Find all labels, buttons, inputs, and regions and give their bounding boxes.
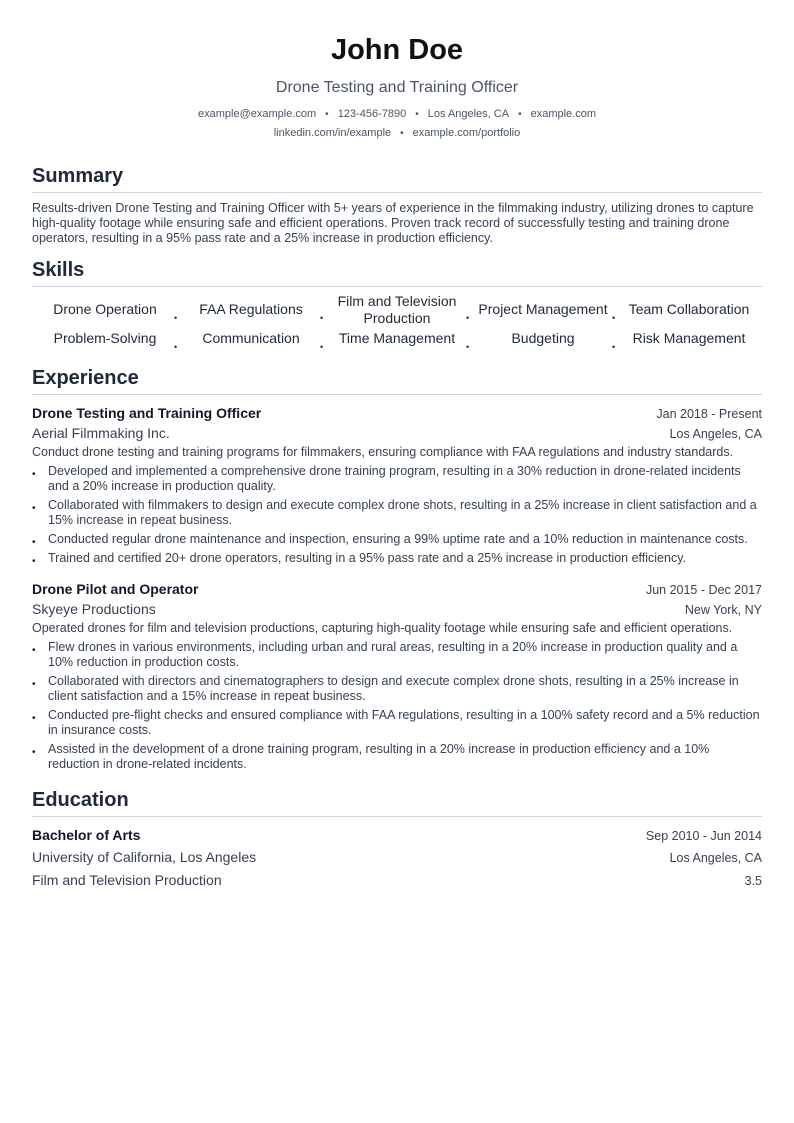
- bullet-dot: •: [32, 747, 36, 758]
- education-dates: Sep 2010 - Jun 2014: [645, 829, 762, 843]
- achievement-text: Assisted in the development of a drone training program, resulting in a 20% increase in production efficiency and a 10% reduction in drone-related incidents.: [48, 742, 710, 771]
- bullet-dot: •: [32, 556, 36, 567]
- skill-item: [612, 295, 762, 324]
- contact-line-1: [32, 107, 762, 122]
- school: University of California, Los Angeles: [32, 849, 257, 865]
- job-location: Los Angeles, CA: [669, 427, 762, 441]
- achievement-text: Developed and implemented a comprehensive drone training program, resulting in a 30% reduction in drone-related incidents and a 20% increase in production quality.: [48, 464, 741, 493]
- contact-separator: •: [518, 109, 522, 120]
- skill-item: [320, 292, 470, 326]
- job-achievements: [32, 640, 762, 772]
- skill-item: [320, 324, 470, 353]
- skill-label: Film and Television Production: [337, 292, 457, 326]
- contact-phone[interactable]: 123-456-7890: [337, 108, 407, 120]
- achievement-item: [32, 498, 762, 528]
- job-dates: Jun 2015 - Dec 2017: [645, 583, 762, 597]
- summary-heading: Summary: [32, 164, 762, 193]
- degree: Bachelor of Arts: [32, 827, 141, 843]
- candidate-name: John Doe: [330, 34, 464, 66]
- education-location: Los Angeles, CA: [669, 851, 762, 865]
- achievement-text: Conducted pre-flight checks and ensured compliance with FAA regulations, resulting in a 100% safety record and a 5% reduction in insurance costs.: [48, 708, 760, 737]
- bullet-dot: •: [32, 713, 36, 724]
- skill-item: [32, 295, 178, 324]
- summary-text: Results-driven Drone Testing and Training Officer with 5+ years of experience in the filmmaking industry, utilizing drones to capture high-quality footage while ensuring safe and efficient operations. Proven track record of successfully testing and training drone operators, resulting in a 95% pass rate and a 25% increase in production efficiency.: [32, 201, 754, 245]
- skill-label: Time Management: [338, 330, 456, 346]
- job-description: Operated drones for film and television productions, capturing high-quality footage while ensuring safe and efficient operations.: [32, 621, 733, 635]
- skill-label: Project Management: [478, 301, 608, 317]
- job-company: Skyeye Productions: [32, 601, 156, 617]
- skill-label: Communication: [202, 330, 300, 346]
- achievement-text: Collaborated with directors and cinematographers to design and execute complex drone shots, resulting in a 25% increase in client satisfaction and a 15% increase in repeat business.: [48, 674, 739, 703]
- job-location: New York, NY: [684, 603, 762, 617]
- skill-bullet: •: [466, 313, 470, 323]
- bullet-dot: •: [32, 537, 36, 548]
- gpa: 3.5: [744, 874, 762, 888]
- skill-item: [612, 324, 762, 353]
- achievement-text: Conducted regular drone maintenance and inspection, ensuring a 99% uptime rate and a 10% reduction in maintenance costs.: [48, 532, 748, 546]
- skill-bullet: •: [320, 313, 324, 323]
- bullet-dot: •: [32, 679, 36, 690]
- skill-bullet: •: [612, 313, 616, 323]
- skill-label: Team Collaboration: [628, 301, 750, 317]
- job-entry: [32, 580, 762, 772]
- achievement-item: [32, 708, 762, 738]
- contact-portfolio[interactable]: example.com/portfolio: [412, 127, 521, 139]
- education-heading: Education: [32, 788, 762, 817]
- job-description: Conduct drone testing and training programs for filmmakers, ensuring compliance with FAA regulations and industry standards.: [32, 445, 734, 459]
- skills-heading: Skills: [32, 258, 762, 287]
- contact-linkedin[interactable]: linkedin.com/in/example: [273, 127, 392, 139]
- skill-item: [32, 324, 178, 353]
- job-achievements: [32, 464, 762, 566]
- skill-label: Risk Management: [632, 330, 746, 346]
- achievement-item: [32, 532, 762, 547]
- skill-bullet: •: [174, 313, 178, 323]
- skill-label: Drone Operation: [53, 301, 157, 317]
- contact-separator: •: [325, 109, 329, 120]
- contact-website[interactable]: example.com: [530, 108, 596, 120]
- experience-heading: Experience: [32, 366, 762, 395]
- achievement-text: Flew drones in various environments, including urban and rural areas, resulting in a 20% increase in production quality and a 10% reduction in production costs.: [48, 640, 738, 669]
- skill-label: Problem-Solving: [53, 330, 157, 346]
- skill-label: FAA Regulations: [199, 301, 303, 317]
- contact-location: Los Angeles, CA: [427, 108, 510, 120]
- contact-separator: •: [415, 109, 419, 120]
- candidate-title: Drone Testing and Training Officer: [275, 79, 519, 96]
- skill-bullet: •: [466, 342, 470, 352]
- job-company: Aerial Filmmaking Inc.: [32, 425, 170, 441]
- skill-bullet: •: [612, 342, 616, 352]
- bullet-dot: •: [32, 503, 36, 514]
- bullet-dot: •: [32, 645, 36, 656]
- skill-item: [466, 295, 616, 324]
- education-entry: [32, 826, 762, 890]
- achievement-text: Collaborated with filmmakers to design and execute complex drone shots, resulting in a 25% increase in client satisfaction and a 15% increase in repeat business.: [48, 498, 757, 527]
- skill-item: [466, 324, 616, 353]
- achievement-item: [32, 674, 762, 704]
- job-entry: [32, 404, 762, 566]
- job-title: Drone Testing and Training Officer: [32, 405, 262, 421]
- contact-separator: •: [400, 128, 404, 139]
- achievement-item: [32, 640, 762, 670]
- field-of-study: Film and Television Production: [32, 872, 222, 888]
- bullet-dot: •: [32, 469, 36, 480]
- contact-email[interactable]: example@example.com: [198, 108, 317, 120]
- skills-grid: [32, 292, 762, 353]
- achievement-item: [32, 464, 762, 494]
- skill-item: [174, 324, 324, 353]
- job-dates: Jan 2018 - Present: [656, 407, 762, 421]
- skill-label: Budgeting: [511, 330, 575, 346]
- skill-bullet: •: [320, 342, 324, 352]
- achievement-text: Trained and certified 20+ drone operators, resulting in a 95% pass rate and a 25% increase in production efficiency.: [48, 551, 687, 565]
- achievement-item: [32, 742, 762, 772]
- resume-page: [32, 0, 762, 890]
- job-title: Drone Pilot and Operator: [32, 581, 199, 597]
- skill-item: [174, 295, 324, 324]
- contact-line-2: [32, 126, 762, 141]
- achievement-item: [32, 551, 762, 566]
- skill-bullet: •: [174, 342, 178, 352]
